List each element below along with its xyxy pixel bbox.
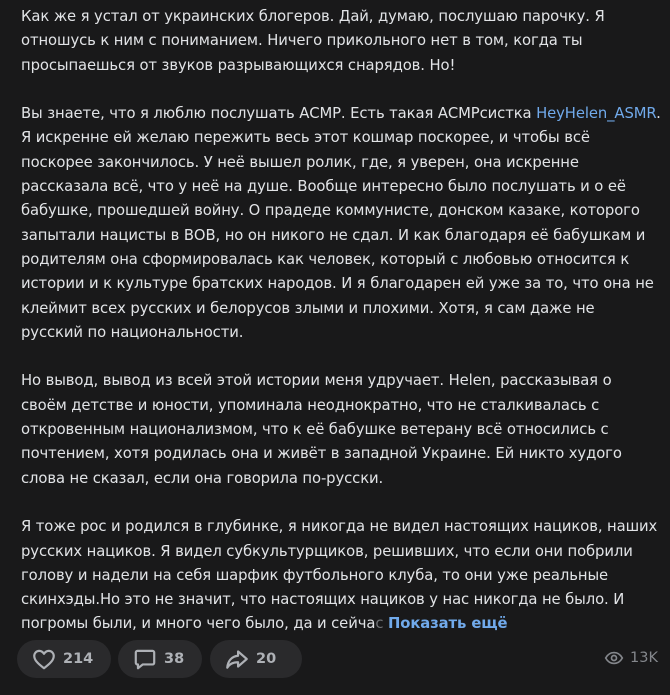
post-paragraph-3 bbox=[21, 369, 661, 490]
comment-icon bbox=[132, 646, 158, 672]
comment-button[interactable] bbox=[118, 640, 202, 678]
like-button[interactable] bbox=[17, 640, 111, 678]
post-paragraph-2-text-start: Вы знаете, что я люблю послушать АСМР. Есть такая АСМРсистка bbox=[21, 105, 537, 123]
post-text bbox=[21, 5, 661, 637]
post-actions-bar bbox=[0, 636, 670, 682]
share-count: 20 bbox=[256, 651, 277, 667]
post-paragraph-2 bbox=[21, 102, 661, 345]
post-paragraph-1-text: Как же я устал от украинских блогеров. Дай, думаю, послушаю парочку. Я отношусь к ним с пониманием. Ничего прикольного нет в том, когда ты просыпаешься от звуков разрывающихся снарядов. Но! bbox=[21, 8, 605, 74]
post-paragraph-1 bbox=[21, 5, 661, 78]
eye-icon bbox=[604, 648, 624, 668]
share-icon bbox=[224, 646, 250, 672]
heart-icon bbox=[31, 646, 57, 672]
post-paragraph-2-text-end: . Я искренне ей желаю пережить весь этот кошмар поскорее, и чтобы всё поскорее закончилось. У неё вышел ролик, где, я уверен, она искренне рассказала всё, что у неё на душе. Вообще интересно было послушать и о её бабушке, прошедшей войну. О прадеде коммунисте, донском казаке, которого запытали нацисты в ВОВ, но он никого не сдал. И как благодаря её бабушкам и родителям она сформировалась как человек, который с любовью относится к истории и к культуре братских народов. И я благодарен ей уже за то, что она не клеймит всех русских и белорусов злыми и плохими. Хотя, я сам даже не русский по национальности. bbox=[21, 105, 661, 341]
like-count: 214 bbox=[63, 651, 94, 667]
post-paragraph-4-text: Я тоже рос и родился в глубинке, я никогда не видел настоящих нациков, наших русских нациков. Я видел субкультурщиков, решивших, что если они побрили голову и надели на себя шарфик футбольного клуба, то они уже реальные скинхэды.Но это не значит, что настоящих нациков у нас никогда не было. И погромы были, и много чего было, да и сейча bbox=[21, 518, 658, 633]
post-paragraph-4 bbox=[21, 515, 661, 636]
show-more-link[interactable]: Показать ещё bbox=[387, 615, 508, 633]
mention-link[interactable]: HeyHelen_ASMR bbox=[536, 105, 657, 123]
views-counter bbox=[604, 648, 658, 668]
comment-count: 38 bbox=[164, 651, 185, 667]
share-button[interactable] bbox=[210, 640, 302, 678]
views-count: 13K bbox=[630, 650, 658, 666]
post-paragraph-3-text: Но вывод, вывод из всей этой истории меня удручает. Helen, рассказывая о своём детстве и юности, упоминала неоднократно, что не сталкивалась с откровенным национализмом, что к её бабушке ветерану всё относились с почтением, хотя родилась она и живёт в западной Украине. Ей никто худого слова не сказал, если она говорила по-русски. bbox=[21, 372, 622, 487]
post-truncated-text: с bbox=[375, 615, 384, 633]
